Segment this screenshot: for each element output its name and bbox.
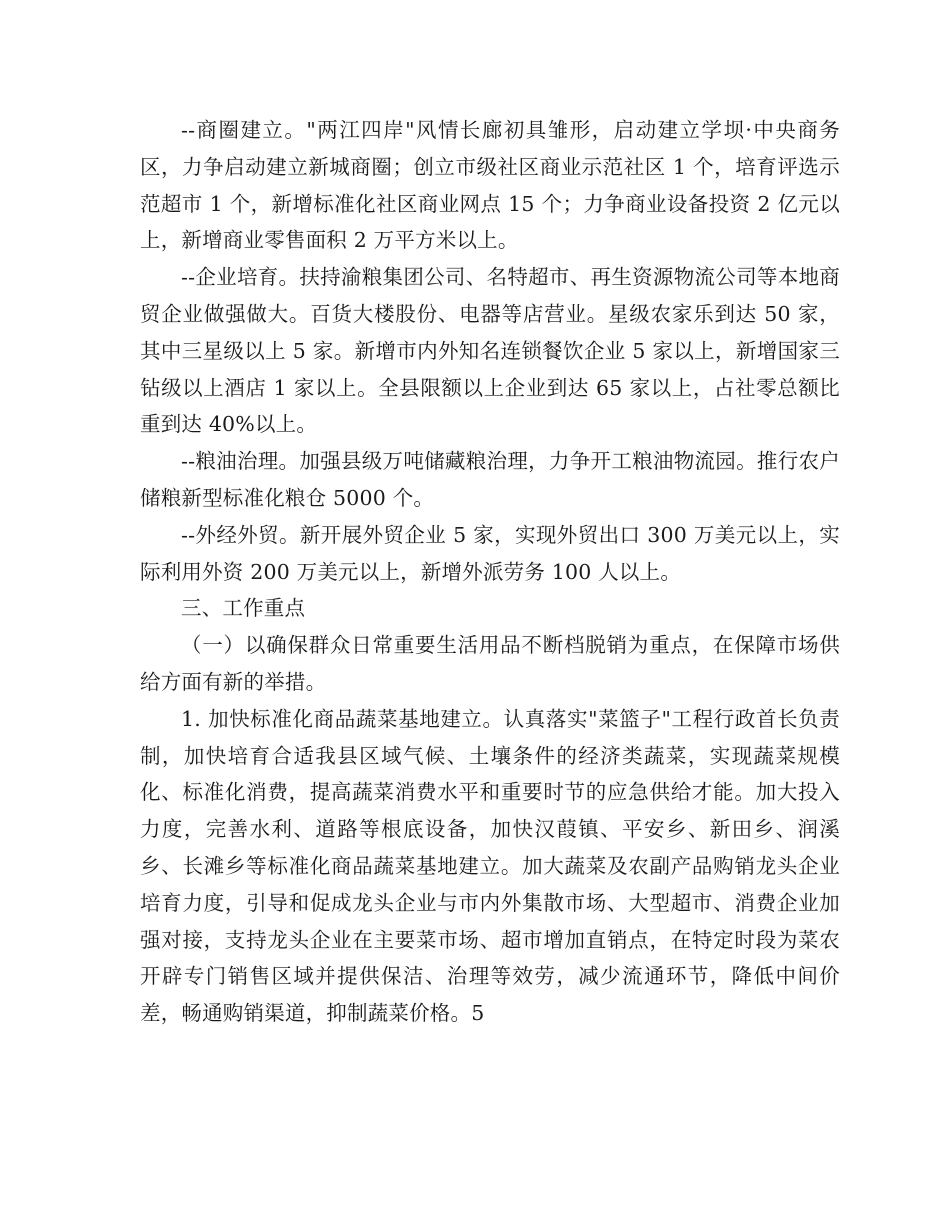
- subsection-heading-market-supply: （一）以确保群众日常重要生活用品不断档脱销为重点，在保障市场供给方面有新的举措。: [140, 633, 840, 694]
- paragraph-enterprise-cultivation: --企业培育。扶持渝粮集团公司、名特超市、再生资源物流公司等本地商贸企业做强做大。百货大楼股份、电器等店营业。星级农家乐到达 50 家，其中三星级以上 5 家。新增市内外知名连锁餐饮企业 5 家以上，新增国家三钻级以上酒店 1 家以上。全县限额以上企业到达 65 家以上，占社零总额比重到达 40%以上。: [140, 265, 840, 437]
- paragraph-business-district: --商圈建立。"两江四岸"风情长廊初具雏形，启动建立学坝·中央商务区，力争启动建立新城商圈；创立市级社区商业示范社区 1 个，培育评选示范超市 1 个，新增标准化社区商业网点 15 个；力争商业设备投资 2 亿元以上，新增商业零售面积 2 万平方米以上。: [140, 118, 840, 253]
- paragraph-vegetable-base: 1. 加快标准化商品蔬菜基地建立。认真落实"菜篮子"工程行政首长负责制，加快培育合适我县区域气候、土壤条件的经济类蔬菜，实现蔬菜规模化、标准化消费，提高蔬菜消费水平和重要时节的应急供给才能。加大投入力度，完善水利、道路等根底设备，加快汉葭镇、平安乡、新田乡、润溪乡、长滩乡等标准化商品蔬菜基地建立。加大蔬菜及农副产品购销龙头企业培育力度，引导和促成龙头企业与市内外集散市场、大型超市、消费企业加强对接，支持龙头企业在主要菜市场、超市增加直销点，在特定时段为菜农开辟专门销售区域并提供保洁、治理等效劳，减少流通环节，降低中间价差，畅通购销渠道，抑制蔬菜价格。5: [140, 706, 840, 1026]
- section-heading-work-focus: 三、工作重点: [181, 596, 306, 621]
- paragraph-foreign-trade: --外经外贸。新开展外贸企业 5 家，实现外贸出口 300 万美元以上，实际利用外资 200 万美元以上，新增外派劳务 100 人以上。: [140, 522, 840, 584]
- paragraph-grain-oil: --粮油治理。加强县级万吨储藏粮治理，力争开工粮油物流园。推行农户储粮新型标准化粮仓 5000 个。: [140, 449, 840, 510]
